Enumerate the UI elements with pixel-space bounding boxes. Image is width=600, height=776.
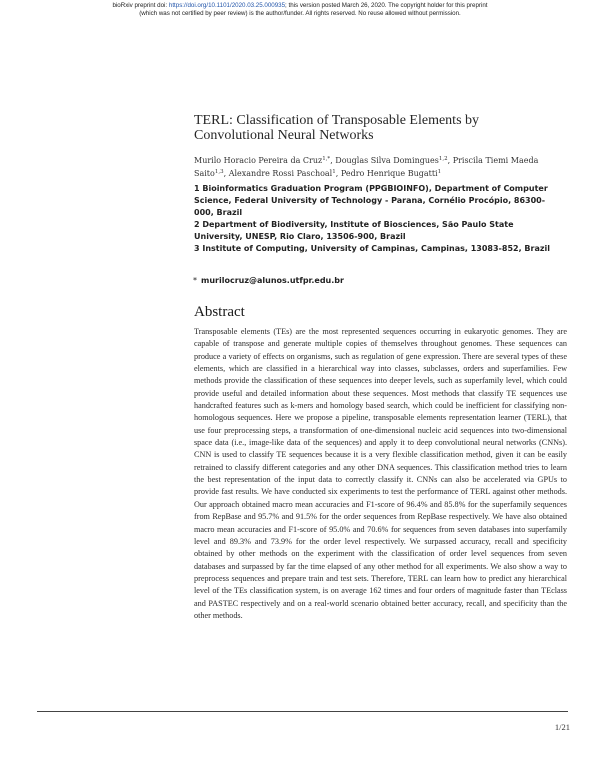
author: Douglas Silva Domingues$^{1,2}$, — [335, 156, 453, 165]
affiliation-2: 2 Department of Biodiversity, Institute of Biosciences, São Paulo State University, UNESP, Rio Claro, 13506-900, Brazil — [194, 220, 514, 241]
affiliation-3: 3 Institute of Computing, University of Campinas, Campinas, 13083-852, Brazil — [194, 244, 550, 253]
paper-title: TERL: Classification of Transposable Elements by Convolutional Neural Networks — [194, 113, 480, 143]
email-address[interactable]: murilocruz@alunos.utfpr.edu.br — [201, 276, 344, 285]
affiliation-list — [194, 183, 564, 255]
abstract-heading: Abstract — [194, 304, 245, 320]
author: Pedro Henrique Bugatti$^1$ — [340, 169, 442, 178]
corresponding-email — [193, 276, 493, 286]
author-list — [194, 154, 564, 180]
author-affiliation-marker: 1,3 — [214, 169, 224, 175]
author-affiliation-marker: 1 — [437, 169, 442, 175]
header-line-2: (which was not certified by peer review) is the author/funder. All rights reserved. No reuse allowed without permission. — [139, 10, 461, 18]
doi-link[interactable]: https://doi.org/10.1101/2020.03.25.000935 — [168, 2, 286, 9]
author-affiliation-marker: 1,* — [322, 156, 331, 162]
author-affiliation-marker: 1,2 — [438, 156, 448, 162]
preprint-header — [0, 2, 600, 19]
abstract-text: Transposable elements (TEs) are the most represented sequences occurring in eukaryotic genomes. They are capable of transpose and generate multiple copies of themselves throughout genomes. These sequences can produce a variety of effects on organisms, such as regulation of gene expression. There are several types of these elements, which are classified in a hierarchical way into classes, subclasses, orders and superfamilies. Few methods provide the classification of these sequences into deeper levels, such as superfamily level, which could provide useful and detailed information about these sequences. Most methods that classify TE sequences use handcrafted features such as k-mers and homology based search, which could be inefficient for classifying non-homologous sequences. Here we propose a pipeline, transposable elements representation learner (TERL), that use four preprocessing steps, a transformation of one-dimensional nucleic acid sequences into two-dimensional space data (i.e., image-like data of the sequences) and apply it to deep convolutional neural networks (CNNs). CNN is used to classify TE sequences because it is a very flexible classification method, given it can be easily retrained to classify different categories and any other DNA sequences. This classification method tries to learn the best representation of the input data to correctly classify it. CNNs can also be accelerated via GPUs to provide fast results. We have conducted six experiments to test the performance of TERL against other methods. Our approach obtained macro mean accuracies and F1-score of 96.4% and 85.8% for the superfamily sequences from RepBase and 95.7% and 91.5% for the order sequences from RepBase respectively. We have also obtained macro mean accuracies and F1-score of 95.0% and 70.6% for sequences from seven databases into superfamily level and 89.3% and 73.9% for the order level respectively. We surpassed accuracy, recall and specificity obtained by other methods on the experiment with the classification of order level sequences from seven databases and surpassed by far the time elapsed of any other method for all experiments. We also show a way to preprocess sequences and prepare train and test sets. Therefore, TERL can learn how to predict any hierarchical level of the TEs classification system, is on average 162 times and four orders of magnitude faster than TEclass and PASTEC respectively and on a real-world scenario obtained better accuracy, recall, and specificity than the other methods. — [194, 327, 567, 620]
corresponding-marker: * — [193, 276, 197, 285]
author-affiliation-marker: 1 — [332, 169, 336, 175]
header-line1-suffix: ; this version posted March 26, 2020. The copyright holder for this preprint — [285, 2, 488, 9]
header-prefix: bioRxiv preprint doi: — [112, 2, 169, 9]
author: Murilo Horacio Pereira da Cruz$^{1,*}$, — [194, 156, 336, 165]
header-line-1 — [0, 2, 600, 10]
page-number: 1/21 — [554, 722, 570, 732]
affiliation-1: 1 Bioinformatics Graduation Program (PPGBIOINFO), Department of Computer Science, Federal University of Technology - Parana, Cornélio Procópio, 86300-000, Brazil — [194, 184, 548, 217]
author: Priscila Tiemi Maeda Saito$^{1,3}$, — [194, 156, 539, 178]
author: Alexandre Rossi Paschoal$^1$, — [228, 169, 341, 178]
footer-divider — [37, 711, 568, 712]
